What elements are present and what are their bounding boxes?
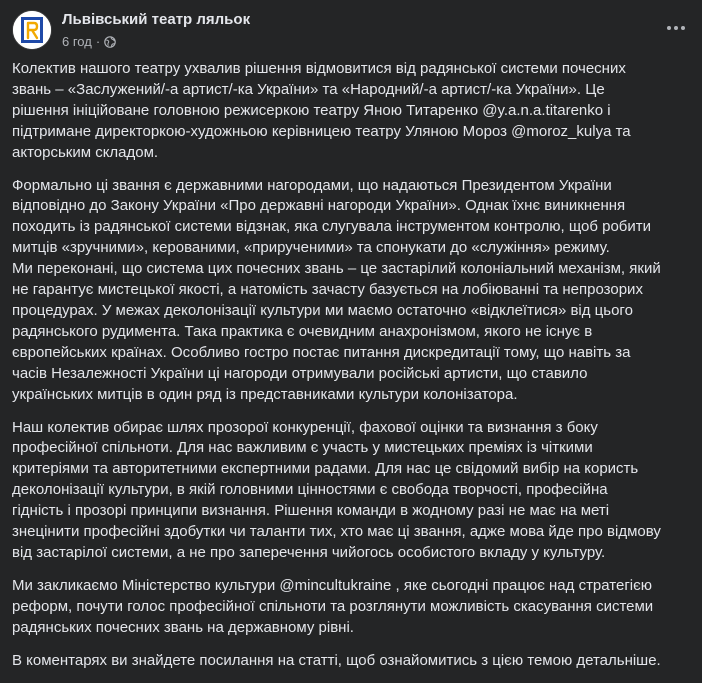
post-paragraph: Ми закликаємо Міністерство культури @mincultukraine , яке сьогодні працює над стратегією реформ, почути голос професійної спільноти та розглянути можливість скасування системи радянських почесних звань на державному рівні.	[12, 576, 654, 636]
meta-separator: ·	[95, 34, 101, 49]
post-paragraph: Формально ці звання є державними нагородами, що надаються Президентом України відповідно до Закону України «Про державні нагороди України». Однак їхнє виникнення походить із радянської системи відзнак, яка слугувала інструментом контролю, щоб робити митців «зручними», керованими, «прирученими» та спонукати до «служіння» режиму. Ми переконані, що система цих почесних звань – це застарілий колоніальний механізм, який не гарантує мистецької якості, а натомість зачасту базується на лобіюванні та непрозорих процедурах. У межах деколонізації культури ми маємо остаточно «відклеїтися» від цього радянського рудимента. Така практика є очевидним анахронізмом, якого не існує в європейських країнах. Особливо гостро постає питання дискредитації тому, що навіть за часів Незалежності України ці нагороди отримували російські артисти, що ставило українських митців в один ряд із представниками культури колонізатора.	[12, 176, 661, 403]
globe-icon[interactable]	[104, 36, 116, 48]
post-paragraph: В коментарях ви знайдете посилання на статті, щоб ознайомитись з цією темою детальніше.	[12, 651, 661, 669]
post-header	[0, 0, 702, 60]
post-time[interactable]: 6 год	[62, 34, 92, 49]
post-body	[12, 59, 687, 683]
page-avatar[interactable]	[12, 10, 52, 50]
page-name[interactable]: Львівський театр ляльок	[62, 11, 251, 28]
theatre-logo-icon	[13, 11, 51, 49]
more-horizontal-icon	[667, 26, 685, 30]
post-paragraph: Колектив нашого театру ухвалив рішення відмовитися від радянської системи почесних звань – «Заслужений/-а артист/-ка України» та «Народний/-а артист/-ка України». Це рішення ініційоване головною режисеркою театру Яною Титаренко @y.a.n.a.titarenko і підтримане директоркою-художньою керівницею театру Уляною Мороз @moroz_kulya та акторським складом.	[12, 60, 631, 161]
more-options-button[interactable]	[660, 12, 692, 44]
post-paragraph: Наш колектив обирає шлях прозорої конкуренції, фахової оцінки та визнання з боку професійної спільноти. Для нас важливим є участь у мистецьких преміях із чіткими критеріями та авторитетними експертними радами. Для нас це свідомий вибір на користь деколонізації культури, в якій головними цінностями є свобода творчості, професійна гідність і прозорі принципи визнання. Рішення команди в жодному разі не має на меті знецінити професійні здобутки чи таланти тих, хто має ці звання, адже мова йде про відмову від застарілої системи, а не про заперечення чийогось особистого вкладу у культуру.	[12, 418, 661, 561]
post-meta	[62, 34, 116, 49]
